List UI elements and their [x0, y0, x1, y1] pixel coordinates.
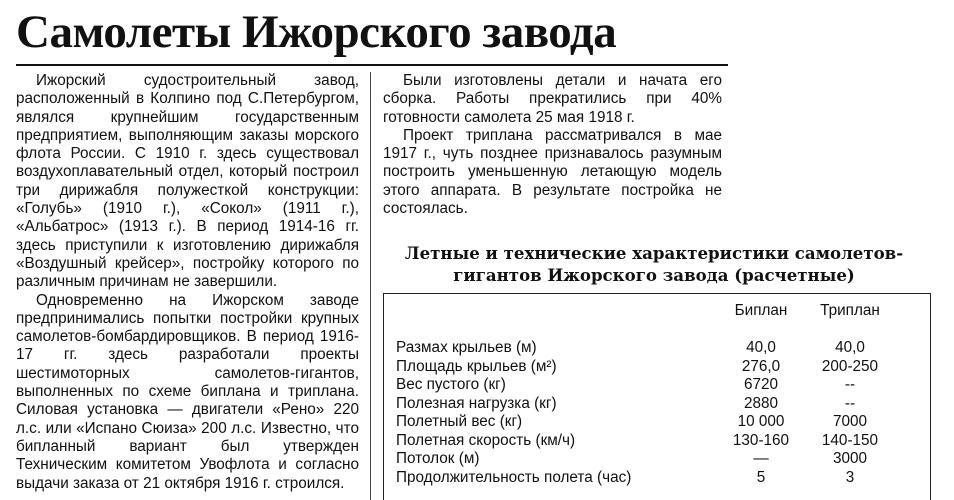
- triplan-value: 200-250: [821, 357, 879, 375]
- row-label: Размах крыльев (м): [396, 339, 537, 356]
- table-row: [384, 357, 932, 377]
- biplan-value: 276,0: [741, 357, 781, 375]
- column-divider: [370, 72, 371, 500]
- title-underline: [16, 64, 728, 66]
- table-caption-line: гигантов Ижорского завода (расчетные): [453, 265, 855, 285]
- table-row: [384, 468, 932, 488]
- triplan-value: --: [844, 376, 856, 393]
- triplan-value: 3000: [832, 450, 868, 467]
- table-row: [384, 338, 932, 358]
- table-row: [384, 394, 932, 414]
- biplan-value: 6720: [743, 376, 779, 393]
- row-label: Вес пустого (кг): [396, 376, 506, 393]
- triplan-value: --: [844, 394, 856, 412]
- triplan-value: 3: [845, 468, 855, 486]
- column-header-biplan: Биплан: [734, 302, 788, 319]
- biplan-value: 2880: [743, 394, 779, 412]
- row-label: Площадь крыльев (м²): [396, 357, 557, 375]
- row-label: Полетная скорость (км/ч): [396, 431, 576, 449]
- biplan-value: —: [753, 450, 769, 467]
- row-label: Продолжительность полета (час): [396, 468, 632, 486]
- triplan-value: 7000: [832, 413, 868, 430]
- triplan-value: 140-150: [821, 431, 879, 449]
- table-row: [384, 449, 932, 469]
- row-label: Полетный вес (кг): [396, 413, 523, 430]
- triplan-value: 40,0: [835, 339, 865, 356]
- biplan-value: 5: [756, 468, 766, 486]
- table-caption: [374, 242, 934, 286]
- paragraph: Ижорский судостроительный завод, расположенный в Колпино под С.Петербургом, являлся крупнейшим государственным предприятием, выполняющим заказы морского флота России. С 1910 г. здесь существовал воздухоплавательный отдел, который построил три дирижабля полужесткой конструкции: «Голубь» (1910 г.), «Сокол» (1911 г.), «Альбатрос» (1913 г.). В период 1914-16 гг. здесь приступили к изготовлению дирижабля «Воздушный крейсер», постройку которого по различным причинам не завершили.: [16, 72, 359, 291]
- specs-table: [383, 293, 931, 500]
- paragraph: Одновременно на Ижорском заводе предпринимались попытки постройки крупных самолетов-бомбардировщиков. В период 1916-17 гг. здесь разработали проекты шестимоторных самолетов-гигантов, выполненных по схеме биплана и триплана. Силовая установка — двигатели «Рено» 220 л.с. или «Испано Сюиза» 200 л.с. Известно, что бипланный вариант был утвержден Техническим комитетом Увофлота и согласно выдачи заказа от 21 октября 1916 г. строился.: [16, 291, 359, 492]
- table-row: [384, 412, 932, 432]
- paragraph: Были изготовлены детали и начата его сборка. Работы прекратились при 40% готовности самолета 25 мая 1918 г.: [383, 72, 722, 126]
- biplan-value: 130-160: [732, 431, 790, 449]
- paragraph: Проект триплана рассматривался в мае 1917 г., чуть позднее признавалось разумным построить уменьшенную летающую модель этого аппарата. В результате постройка не состоялась.: [383, 126, 722, 218]
- biplan-value: 40,0: [746, 339, 776, 356]
- row-label: Потолок (м): [396, 450, 480, 467]
- column-header-triplan: Триплан: [820, 302, 880, 319]
- table-row: [384, 431, 932, 451]
- row-label: Полезная нагрузка (кг): [396, 394, 557, 412]
- text-column-right: [383, 72, 722, 218]
- biplan-value: 10 000: [737, 413, 785, 430]
- text-column-left: [16, 72, 359, 493]
- article-title: Самолеты Ижорского завода: [16, 6, 617, 58]
- table-caption-line: Летные и технические характеристики самолетов-: [404, 243, 904, 263]
- table-row: [384, 375, 932, 395]
